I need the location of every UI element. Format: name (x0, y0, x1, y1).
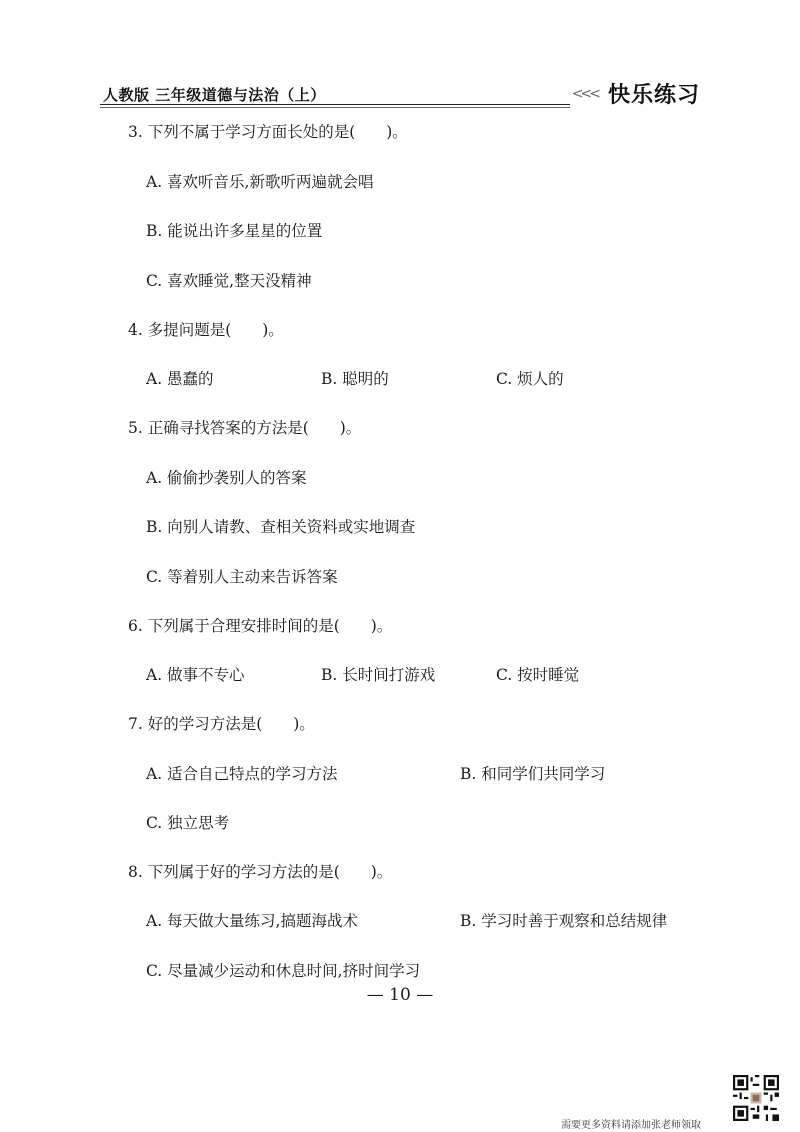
question-7-option-c: C. 独立思考 (146, 814, 230, 832)
page-number: — 10 — (366, 985, 434, 1005)
header-right-group (572, 78, 700, 109)
question-7-option-a: A. 适合自己特点的学习方法 (146, 765, 338, 783)
question-4-stem: 4. 多提问题是( )。 (128, 321, 284, 339)
question-5-option-b: B. 向别人请教、查相关资料或实地调查 (146, 518, 416, 536)
question-5-option-a: A. 偷偷抄袭别人的答案 (146, 469, 307, 487)
question-3-option-a: A. 喜欢听音乐,新歌听两遍就会唱 (146, 173, 374, 191)
question-8-stem: 8. 下列属于好的学习方法的是( )。 (128, 863, 393, 881)
section-title: 快乐练习 (607, 83, 700, 108)
qr-code-icon (733, 1075, 779, 1121)
question-8-option-b: B. 学习时善于观察和总结规律 (460, 912, 668, 930)
page-header (100, 76, 700, 106)
question-6-stem: 6. 下列属于合理安排时间的是( )。 (128, 617, 393, 635)
question-4-option-c: C. 烦人的 (496, 370, 564, 388)
question-8-option-a: A. 每天做大量练习,搞题海战术 (146, 912, 358, 930)
question-3-stem: 3. 下列不属于学习方面长处的是( )。 (128, 123, 408, 141)
question-8-option-c: C. 尽量减少运动和休息时间,挤时间学习 (146, 962, 421, 980)
question-3-option-b: B. 能说出许多星星的位置 (146, 222, 323, 240)
question-3-option-c: C. 喜欢睡觉,整天没精神 (146, 272, 312, 290)
chevron-left-icon: <<< (571, 85, 598, 102)
book-edition-label: 人教版 三年级道德与法治（上） (103, 86, 326, 104)
question-7-stem: 7. 好的学习方法是( )。 (128, 715, 315, 733)
question-4-option-b: B. 聪明的 (321, 370, 389, 388)
header-divider (100, 104, 570, 105)
question-5-stem: 5. 正确寻找答案的方法是( )。 (128, 419, 362, 437)
question-6-option-a: A. 做事不专心 (146, 666, 245, 684)
question-5-option-c: C. 等着别人主动来告诉答案 (146, 568, 338, 586)
question-7-option-b: B. 和同学们共同学习 (460, 765, 606, 783)
question-6-option-c: C. 按时睡觉 (496, 666, 580, 684)
footer-note: 需要更多资料请添加张老师领取 (561, 1120, 701, 1131)
question-6-option-b: B. 长时间打游戏 (321, 666, 436, 684)
header-divider-thin (100, 107, 570, 108)
question-4-option-a: A. 愚蠢的 (146, 370, 214, 388)
